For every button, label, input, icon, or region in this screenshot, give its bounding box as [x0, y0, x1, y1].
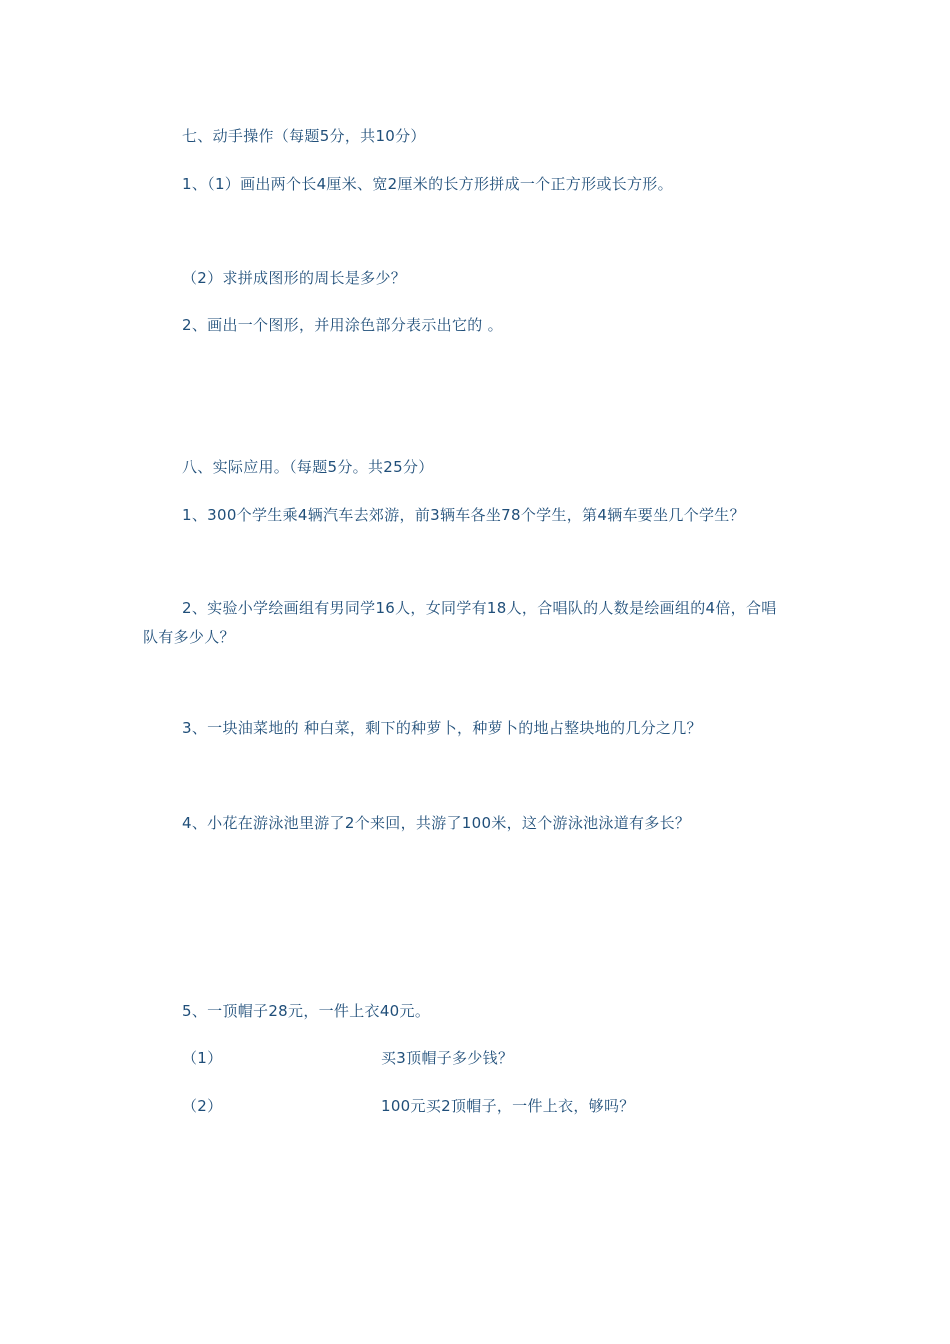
section-7-heading: 七、动手操作（每题5分，共10分）: [182, 127, 426, 145]
section-7-question-2: 2、画出一个图形，并用涂色部分表示出它的 。: [182, 316, 503, 334]
question-5-sub-2-text: 100元买2顶帽子，一件上衣，够吗？: [381, 1097, 635, 1115]
question-5-sub-1-label: （1）: [182, 1049, 223, 1067]
section-8-question-3: 3、一块油菜地的 种白菜，剩下的种萝卜，种萝卜的地占整块地的几分之几？: [182, 719, 702, 737]
section-8-question-2: 2、实验小学绘画组有男同学16人，女同学有18人，合唱队的人数是绘画组的4倍，合唱队有多少人？: [143, 599, 777, 646]
question-5-sub-2-label: （2）: [182, 1097, 223, 1115]
section-8-heading: 八、实际应用。（每题5分。共25分）: [182, 458, 434, 476]
section-7-question-1-part-2: （2）求拼成图形的周长是多少？: [182, 269, 407, 287]
question-5-sub-1-text: 买3顶帽子多少钱？: [381, 1049, 514, 1067]
section-8-question-4: 4、小花在游泳池里游了2个来回，共游了100米，这个游泳池泳道有多长？: [182, 814, 691, 832]
section-8-question-1: 1、300个学生乘4辆汽车去郊游，前3辆车各坐78个学生，第4辆车要坐几个学生？: [182, 506, 745, 524]
section-8-question-5: 5、一顶帽子28元，一件上衣40元。: [182, 1002, 431, 1020]
section-7-question-1-part-1: 1、（1）画出两个长4厘米、宽2厘米的长方形拼成一个正方形或长方形。: [182, 175, 673, 193]
